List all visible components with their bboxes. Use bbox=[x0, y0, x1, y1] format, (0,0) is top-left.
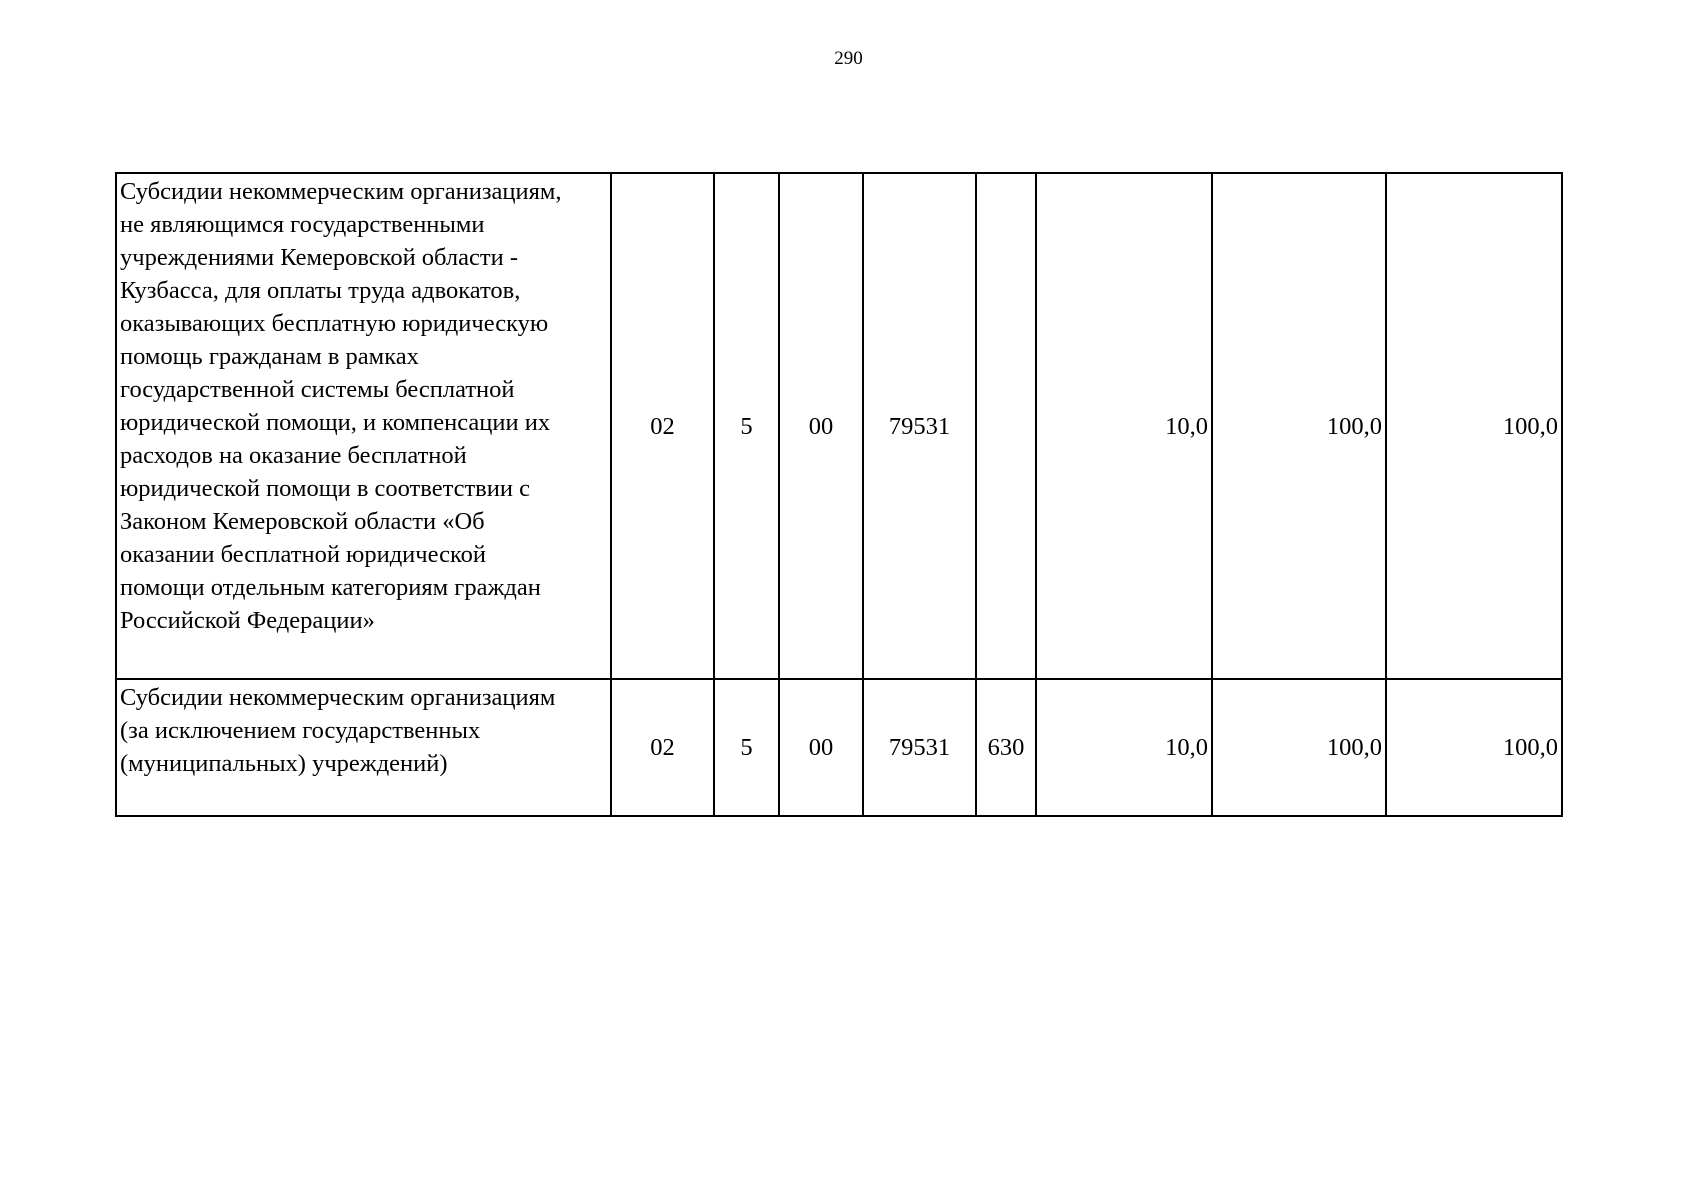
expense-name-line: не являющимся государственными bbox=[120, 211, 485, 238]
program-code-cell: 02 bbox=[611, 679, 714, 816]
expense-name-line: помощь гражданам в рамках bbox=[120, 343, 419, 370]
expense-name-line: оказании бесплатной юридической bbox=[120, 541, 486, 568]
expense-name-cell bbox=[116, 173, 611, 679]
expense-name-line: государственной системы бесплатной bbox=[120, 376, 515, 403]
table-row bbox=[116, 679, 1562, 816]
expense-name-line: помощи отдельным категориям граждан bbox=[120, 574, 541, 601]
expense-name-line: Субсидии некоммерческим организациям, bbox=[120, 178, 562, 205]
expense-type-cell bbox=[976, 173, 1036, 679]
expense-type-cell: 630 bbox=[976, 679, 1036, 816]
program-code-cell: 02 bbox=[611, 173, 714, 679]
amount-cell-1: 10,0 bbox=[1036, 173, 1212, 679]
expense-name-line: расходов на оказание бесплатной bbox=[120, 442, 467, 469]
expense-name-line: Субсидии некоммерческим организациям bbox=[120, 684, 556, 711]
expense-name-line: Российской Федерации» bbox=[120, 607, 375, 634]
expense-name-line: Законом Кемеровской области «Об bbox=[120, 508, 485, 535]
main-event-code-cell: 00 bbox=[779, 173, 863, 679]
expense-name-cell bbox=[116, 679, 611, 816]
amount-cell-3: 100,0 bbox=[1386, 679, 1562, 816]
direction-code-cell: 79531 bbox=[863, 679, 976, 816]
expense-name-line: (за исключением государственных bbox=[120, 717, 481, 744]
expense-name-line: (муниципальных) учреждений) bbox=[120, 750, 448, 777]
amount-cell-1: 10,0 bbox=[1036, 679, 1212, 816]
direction-code-cell: 79531 bbox=[863, 173, 976, 679]
table-row bbox=[116, 173, 1562, 679]
amount-cell-3: 100,0 bbox=[1386, 173, 1562, 679]
main-event-code-cell: 00 bbox=[779, 679, 863, 816]
budget-table bbox=[115, 172, 1563, 817]
subprogram-code-cell: 5 bbox=[714, 679, 779, 816]
expense-name-line: учреждениями Кемеровской области - bbox=[120, 244, 518, 271]
expense-name-line: оказывающих бесплатную юридическую bbox=[120, 310, 549, 337]
amount-cell-2: 100,0 bbox=[1212, 679, 1386, 816]
amount-cell-2: 100,0 bbox=[1212, 173, 1386, 679]
expense-name-line: Кузбасса, для оплаты труда адвокатов, bbox=[120, 277, 521, 304]
expense-name-line: юридической помощи в соответствии с bbox=[120, 475, 530, 502]
expense-name-line: юридической помощи, и компенсации их bbox=[120, 409, 551, 436]
subprogram-code-cell: 5 bbox=[714, 173, 779, 679]
page-number: 290 bbox=[834, 48, 863, 69]
